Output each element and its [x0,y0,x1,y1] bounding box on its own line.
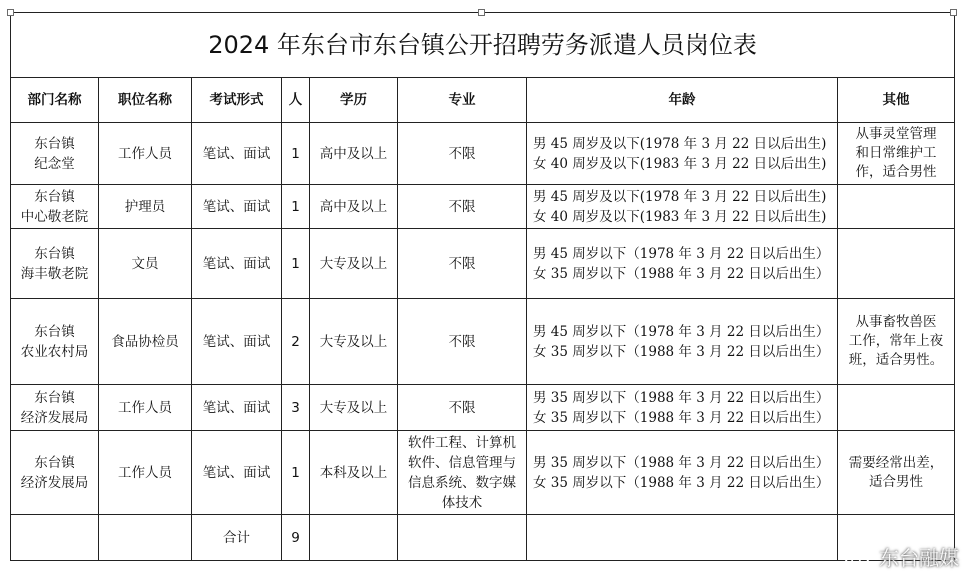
age-line: 男 35 周岁以下（1988 年 3 月 22 日以后出生） [533,389,830,406]
dept-line: 东台镇 [34,188,75,205]
other-line: 适合男性 [869,473,924,490]
age-line: 女 35 周岁以下（1988 年 3 月 22 日以后出生） [533,474,830,491]
dept-line: 中心敬老院 [20,208,89,225]
major-line: 不限 [448,255,476,272]
dept-line: 东台镇 [34,323,75,340]
age-line: 男 45 周岁及以下(1978 年 3 月 22 日以后出生) [533,188,827,205]
cell-dept[interactable] [11,185,99,229]
major-line: 不限 [448,198,476,215]
cell-education[interactable]: 大专及以上 [310,299,398,385]
cell-other[interactable] [838,431,955,515]
cell-count[interactable]: 1 [282,123,310,185]
cell-position[interactable]: 工作人员 [99,431,192,515]
weibo-logo-icon [845,545,873,569]
cell-dept[interactable] [11,385,99,431]
cell-position[interactable]: 工作人员 [99,123,192,185]
dept-line: 经济发展局 [20,409,89,426]
total-row [11,515,955,561]
header-dept[interactable]: 部门名称 [11,78,99,123]
header-count[interactable]: 人 [282,78,310,123]
selection-handle-top-left[interactable] [7,9,14,16]
cell-position[interactable]: 工作人员 [99,385,192,431]
cell-age[interactable] [527,185,838,229]
age-line: 男 35 周岁以下（1988 年 3 月 22 日以后出生） [533,454,830,471]
cell-count[interactable]: 2 [282,299,310,385]
cell-empty[interactable] [527,515,838,561]
cell-major[interactable] [398,385,527,431]
major-line: 体技术 [441,494,483,511]
age-line: 女 35 周岁以下（1988 年 3 月 22 日以后出生） [533,343,830,360]
dept-line: 东台镇 [34,389,75,406]
cell-age[interactable] [527,431,838,515]
dept-line: 东台镇 [34,454,75,471]
other-line: 和日常维护工 [855,145,937,161]
cell-exam[interactable]: 笔试、面试 [192,123,282,185]
age-line: 男 45 周岁以下（1978 年 3 月 22 日以后出生） [533,245,830,262]
cell-age[interactable] [527,229,838,299]
table-row [11,123,955,185]
cell-other[interactable] [838,299,955,385]
other-line: 工作，常年上夜 [848,333,944,349]
major-line: 软件、信息管理与 [408,454,516,471]
cell-exam[interactable]: 笔试、面试 [192,431,282,515]
major-line: 不限 [448,333,476,350]
table-title[interactable]: 2024 年东台市东台镇公开招聘劳务派遣人员岗位表 [11,13,955,78]
other-line: 班，适合男性。 [848,352,944,368]
cell-education[interactable]: 高中及以上 [310,185,398,229]
major-line: 软件工程、计算机 [408,434,516,451]
cell-education[interactable]: 高中及以上 [310,123,398,185]
cell-count[interactable]: 1 [282,431,310,515]
cell-major[interactable] [398,299,527,385]
cell-count[interactable]: 1 [282,185,310,229]
age-line: 女 40 周岁及以下(1983 年 3 月 22 日以后出生) [533,155,827,172]
selection-handle-top-middle[interactable] [478,9,485,16]
cell-other[interactable] [838,185,955,229]
cell-position[interactable]: 护理员 [99,185,192,229]
major-line: 信息系统、数字媒 [408,474,516,491]
total-label[interactable]: 合计 [192,515,282,561]
recruitment-table [10,12,955,561]
dept-line: 东台镇 [34,245,75,262]
dept-line: 纪念堂 [34,155,75,172]
cell-position[interactable]: 文员 [99,229,192,299]
cell-major[interactable] [398,431,527,515]
table-row [11,385,955,431]
cell-other[interactable] [838,229,955,299]
header-position[interactable]: 职位名称 [99,78,192,123]
age-line: 女 40 周岁及以下(1983 年 3 月 22 日以后出生) [533,208,827,225]
table-row [11,299,955,385]
cell-age[interactable] [527,123,838,185]
recruitment-sheet [10,12,954,561]
header-education[interactable]: 学历 [310,78,398,123]
cell-dept[interactable] [11,431,99,515]
cell-age[interactable] [527,299,838,385]
cell-count[interactable]: 1 [282,229,310,299]
cell-position[interactable]: 食品协检员 [99,299,192,385]
watermark [845,542,959,571]
dept-line: 东台镇 [34,135,75,152]
cell-exam[interactable]: 笔试、面试 [192,299,282,385]
age-line: 女 35 周岁以下（1988 年 3 月 22 日以后出生） [533,409,830,426]
dept-line: 农业农村局 [20,343,89,360]
cell-education[interactable]: 大专及以上 [310,229,398,299]
cell-exam[interactable]: 笔试、面试 [192,385,282,431]
major-line: 不限 [448,399,476,416]
selection-handle-top-right[interactable] [950,9,957,16]
other-line: 从事畜牧兽医 [855,314,937,330]
header-row [11,78,955,123]
major-line: 不限 [448,145,476,162]
age-line: 男 45 周岁以下（1978 年 3 月 22 日以后出生） [533,323,830,340]
cell-exam[interactable]: 笔试、面试 [192,185,282,229]
cell-empty[interactable] [398,515,527,561]
cell-education[interactable]: 大专及以上 [310,385,398,431]
header-age[interactable]: 年龄 [527,78,838,123]
age-line: 男 45 周岁及以下(1978 年 3 月 22 日以后出生) [533,135,827,152]
header-major[interactable]: 专业 [398,78,527,123]
table-row [11,185,955,229]
cell-age[interactable] [527,385,838,431]
other-line: 需要经常出差， [848,454,944,471]
cell-count[interactable]: 3 [282,385,310,431]
cell-empty[interactable] [310,515,398,561]
cell-dept[interactable] [11,299,99,385]
cell-major[interactable] [398,229,527,299]
other-line: 从事灵堂管理 [855,126,937,142]
cell-other[interactable] [838,385,955,431]
table-row [11,229,955,299]
cell-empty[interactable] [99,515,192,561]
cell-dept[interactable] [11,229,99,299]
dept-line: 经济发展局 [20,474,89,491]
header-other[interactable]: 其他 [838,78,955,123]
cell-exam[interactable]: 笔试、面试 [192,229,282,299]
age-line: 女 35 周岁以下（1988 年 3 月 22 日以后出生） [533,265,830,282]
watermark-text: 东台融媒 [879,546,959,570]
cell-major[interactable] [398,123,527,185]
table-row [11,431,955,515]
other-line: 作，适合男性 [855,164,937,180]
cell-empty[interactable] [11,515,99,561]
cell-other[interactable] [838,123,955,185]
cell-major[interactable] [398,185,527,229]
cell-education[interactable]: 本科及以上 [310,431,398,515]
cell-dept[interactable] [11,123,99,185]
dept-line: 海丰敬老院 [20,265,89,282]
header-exam[interactable]: 考试形式 [192,78,282,123]
total-count[interactable]: 9 [282,515,310,561]
